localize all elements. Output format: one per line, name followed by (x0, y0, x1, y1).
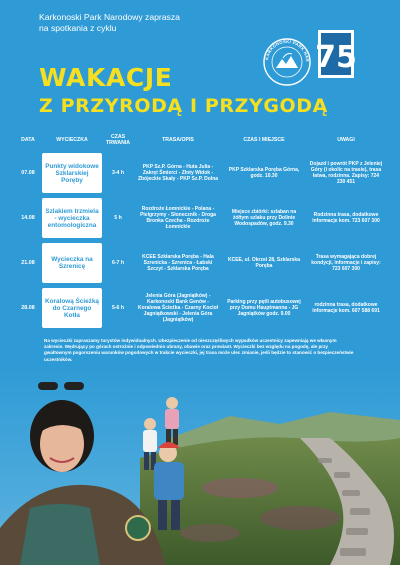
participation-note: Na wycieczki zapraszamy turystów indywidualnych. Ubezpieczenie od nieszczęśliwych wypadków uczestnicy zapewniają we własnym zakresie. Wędrujący po górach ostrożnie i odpowiednio ubrany, obuwie oraz prowiant. Wycieczki bez względu na pogodę, ale przy gwałtownym pogorszeniu warunków pogodowych w trakcie wycieczki, jej trasa może ulec zmianie, jeśli będzie to stanowić o bezpieczeństwie uczestników. (44, 338, 354, 362)
anniversary-75-logo (315, 30, 357, 78)
row-date: 14.08 (21, 215, 35, 221)
svg-text:KARKONOSKI PARK NARODOWY (262, 37, 310, 62)
row-duration: 5 h (114, 215, 122, 221)
row-place: Miejsce zbiórki: szlaban na żółtym szlaku przy Dolinie Wodospadów, godz. 9.30 (231, 209, 297, 227)
row-route: Rozdroże Łomnickie - Polana - Pielgrzymy - Słonecznik - Droga Bronka Czecha - Rozdroże Łomnickie (140, 206, 216, 230)
row-place: KCEE, ul. Okrzei 28, Szklarska Poręba (228, 257, 300, 269)
header-route: TRASA/OPIS (162, 137, 194, 143)
intro-line-2: na spotkania z cyklu (39, 22, 117, 33)
anniversary-number: 75 (315, 40, 357, 75)
header-notes: UWAGI (337, 137, 355, 143)
row-date: 28.08 (21, 305, 35, 311)
header-trip: WYCIECZKA (56, 137, 88, 143)
hiking-photo (0, 368, 400, 565)
row-notes: rodzinna trasa, dodatkowe informacje kom. 607 588 691 (312, 302, 380, 314)
row-notes: Dojazd i powrót PKP z Jeleniej Góry (i okolic na trasie), trasa łatwa, rodzinna. Zapisy: 724 230 451 (309, 161, 383, 185)
title-line-1: WAKACJE (39, 63, 173, 92)
row-trip: Wycieczka na Szrenicę (42, 243, 102, 283)
schedule-table (14, 132, 386, 328)
row-trip: Punkty widokowe Szklarskiej Poręby (42, 153, 102, 193)
table-header (14, 132, 386, 148)
row-duration: 5-6 h (111, 305, 125, 311)
row-notes: Trasa wymagająca dobrej kondycji, informacje i zapisy: 723 607 300 (311, 254, 381, 272)
header-date: DATA (21, 137, 35, 143)
row-date: 21.08 (21, 260, 35, 266)
row-trip: Koralową Ścieżką do Czarnego Kotła (42, 288, 102, 328)
intro-line-1: Karkonoski Park Narodowy zaprasza (39, 12, 180, 22)
row-duration: 3-4 h (111, 170, 125, 176)
row-route: PKP Sz.P. Górna - Huta Julia - Zakręt Śmierci - Złoty Widok - Zbójeckie Skały - PKP Sz.P. Dolna (137, 164, 219, 182)
header-place: CZAS I MIEJSCE (243, 137, 285, 143)
header-duration: CZAS TRWANIA (105, 134, 131, 146)
row-trip: Szlakiem trzmiela - wycieczka entomologiczna (42, 198, 102, 238)
row-notes: Rodzinna trasa, dodatkowe informacje kom. 723 607 300 (312, 212, 380, 224)
intro-text (39, 12, 269, 33)
table-row (14, 288, 386, 328)
table-row (14, 243, 386, 283)
table-row (14, 153, 386, 193)
row-route: Jelenia Góra (Jagniątków) - Karkonoski Bank Genów - Koralowa Ścieżka - Czarny Kocioł Jagniątkowski - Jelenia Góra (Jagniątków) (137, 293, 219, 323)
kpn-logo-text: KARKONOSKI PARK NAR (264, 38, 311, 63)
table-row (14, 198, 386, 238)
row-place: Parking przy pętli autobusowej przy Domu Hauptmanna - JG Jagniątków godz. 9.00 (227, 299, 301, 317)
row-date: 07.08 (21, 170, 35, 176)
row-place: PKP Szklarska Poręba Górna, godz. 10.30 (228, 167, 300, 179)
title-line-2: Z PRZYRODĄ I PRZYGODĄ (39, 95, 328, 117)
kpn-logo (262, 37, 312, 87)
row-duration: 6-7 h (111, 260, 125, 266)
row-route: KCEE Szklarska Poręba - Hala Szrenicka - Szrenica - Łabski Szczyt - Szklarska Poręba (142, 254, 214, 272)
